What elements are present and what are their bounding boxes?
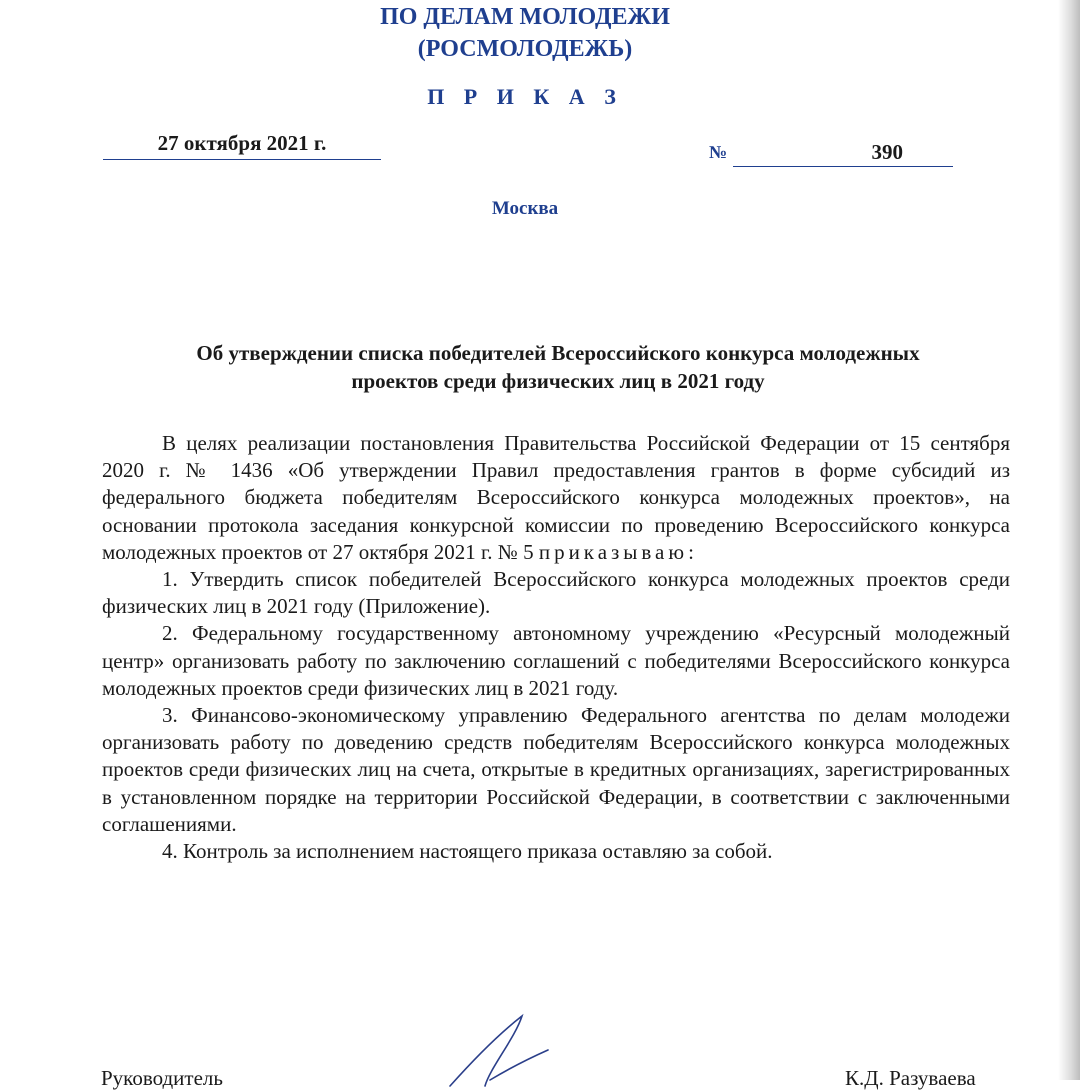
- signer-name: К.Д. Разуваева: [845, 1066, 976, 1090]
- intro-paragraph: [102, 430, 1010, 566]
- document-body: [102, 430, 1010, 865]
- order-date: 27 октября 2021 г.: [103, 131, 381, 160]
- item-2: 2. Федеральному государственному автономному учреждению «Ресурсный молодежный центр» организовать работу по заключению соглашений с победителями Всероссийского конкурса молодежных проектов среди физических лиц в 2021 году.: [102, 621, 1010, 700]
- order-number-sign: №: [709, 142, 728, 162]
- order-number: 390: [871, 140, 903, 164]
- item-3: 3. Финансово-экономическому управлению Федерального агентства по делам молодежи организовать работу по доведению средств победителям Всероссийского конкурса молодежных проектов среди физических лиц на счета, открытые в кредитных организациях, зарегистрированных в установленном порядке на территории Российской Федерации, в соответствии с заключенными соглашениями.: [102, 703, 1010, 836]
- handwritten-signature: [430, 1008, 570, 1088]
- document-title-line-1: Об утверждении списка победителей Всероссийского конкурса молодежных: [196, 341, 920, 365]
- document-title: [100, 339, 1016, 395]
- item-4: 4. Контроль за исполнением настоящего приказа оставляю за собой.: [162, 839, 773, 864]
- intro-text: В целях реализации постановления Правительства Российской Федерации от 15 сентября 2020 г. № 1436 «Об утверждении Правил предоставления грантов в форме субсидий из федерального бюджета победителям Всероссийского конкурса молодежных проектов», на основании протокола заседания конкурсной комиссии по проведению Всероссийского конкурса молодежных проектов от 27 октября 2021 г. № 5: [102, 431, 1010, 564]
- item-1: 1. Утвердить список победителей Всероссийского конкурса молодежных проектов среди физических лиц в 2021 году (Приложение).: [102, 567, 1010, 619]
- order-city: Москва: [491, 198, 559, 219]
- agency-name-line-2: (РОСМОЛОДЕЖЬ): [417, 36, 633, 62]
- page-edge-shadow: [1058, 0, 1080, 1080]
- agency-name-line-1: ПО ДЕЛАМ МОЛОДЕЖИ: [380, 4, 670, 30]
- signer-position: Руководитель: [101, 1066, 223, 1090]
- order-heading: П Р И К А З: [427, 84, 623, 109]
- document-title-line-2: проектов среди физических лиц в 2021 году: [351, 369, 765, 393]
- order-number-field: [733, 140, 953, 167]
- order-word: приказываю:: [538, 539, 698, 564]
